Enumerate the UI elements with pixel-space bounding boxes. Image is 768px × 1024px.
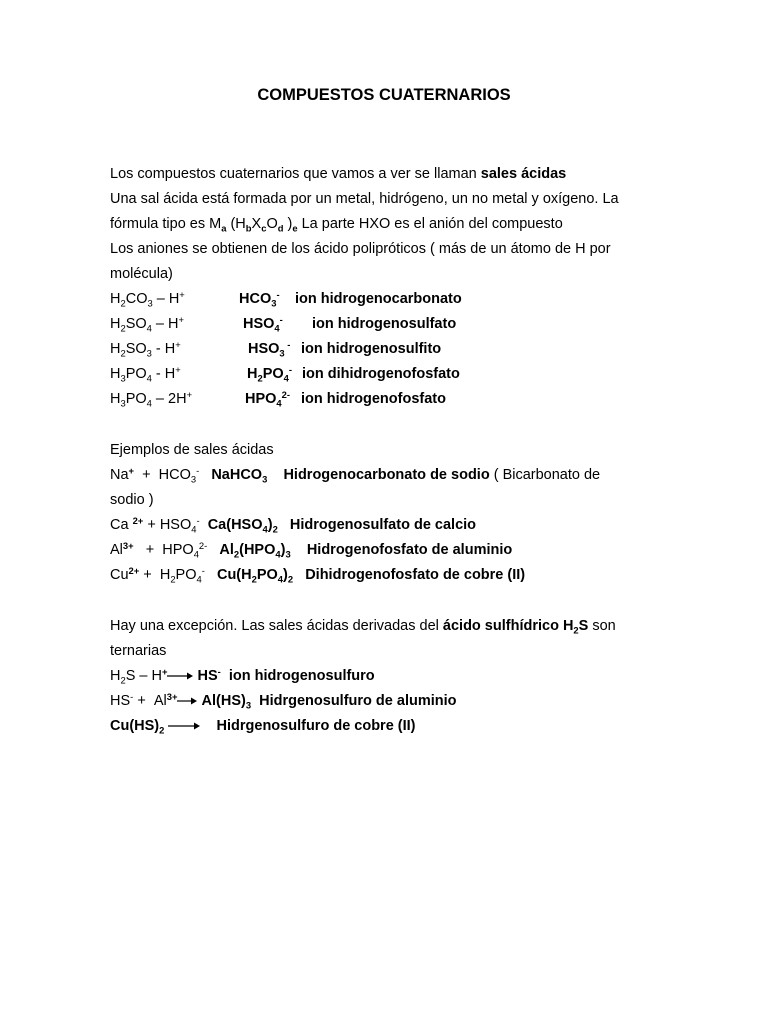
example-name: Hidrogenosulfato de calcio	[289, 517, 477, 533]
example-name: Hidrogenofosfato de aluminio	[306, 542, 513, 558]
intro-line-1	[110, 165, 566, 183]
arrow-icon	[168, 721, 200, 731]
intro-line-5: molécula)	[110, 266, 173, 282]
anion-row: $H_3PO_4 - 2H^+$ $HPO_4^{2-}$ ion hidrogenofosfato	[110, 388, 446, 409]
example-name: Hidrogenocarbonato de sodio	[283, 467, 490, 483]
example-row: $Na^+ + HCO_3^-$ NaHCO$_3$ Hidrogenocarbonato de sodio ( Bicarbonato de	[110, 464, 601, 485]
exception-name: Hidrgenosulfuro de cobre (II)	[216, 718, 416, 734]
exception-row: $HS^- + Al^{3+}$ $Al(HS)_3$ Hidrgenosulfuro de aluminio	[110, 690, 457, 711]
example-note: ( Bicarbonato de	[489, 467, 601, 483]
example-row: Ca $^{2+} + HSO_4^-$ $Ca(HSO_4)_2$ Hidrogenosulfato de calcio	[110, 514, 477, 535]
exception-line-1: Hay una excepción. Las sales ácidas derivadas del ácido sulfhídrico $H_2S$ son	[110, 618, 616, 636]
example-note-line: sodio )	[110, 492, 154, 508]
examples-heading: Ejemplos de sales ácidas	[110, 442, 274, 458]
anion-row: $H_2CO_3 - H^+$ $HCO_3^-$ ion hidrogenocarbonato	[110, 288, 462, 309]
anion-row: $H_2SO_3 - H^+$ $HSO_3$ - ion hidrogenosulfito	[110, 338, 442, 359]
exception-bold-term: ácido sulfhídrico H	[442, 618, 574, 634]
intro-formula-suffix: La parte HXO es el anión del compuesto	[297, 216, 563, 232]
intro-text: Los compuestos cuaternarios que vamos a ver se llaman	[110, 166, 481, 182]
intro-line-4: Los aniones se obtienen de los ácido polipróticos ( más de un átomo de H por	[110, 241, 611, 257]
example-row: $Al^{3+} + HPO_4^{2-}$ $Al_2(HPO_4)_3$ Hidrogenofosfato de aluminio	[110, 539, 513, 560]
arrow-icon	[167, 671, 193, 681]
arrow-icon	[177, 696, 197, 706]
example-row: $Cu^{2+} + H_2PO_4^-$ $Cu(H_2PO_4)_2$ Dihidrogenofosfato de cobre (II)	[110, 564, 526, 585]
intro-formula-prefix: fórmula tipo es M	[110, 216, 222, 232]
exception-row: $Cu(HS)_2$ Hidrgenosulfuro de cobre (II)	[110, 718, 416, 736]
exception-row: $H_2S - H^+$ HS- ion hidrogenosulfuro	[110, 665, 375, 686]
anion-name: ion hidrogenofosfato	[301, 391, 446, 407]
anion-row: $H_2SO_4 - H^+$ $HSO_4^-$ ion hidrogenosulfato	[110, 313, 457, 334]
intro-line-2: Una sal ácida está formada por un metal, hidrógeno, un no metal y oxígeno. La	[110, 191, 619, 207]
anion-row: $H_3PO_4 - H^+$ $H_2PO_4^-$ ion dihidrogenofosfato	[110, 363, 460, 384]
anion-name: ion hidrogenocarbonato	[295, 291, 462, 307]
anion-name: ion hidrogenosulfito	[301, 341, 442, 357]
exception-name: Hidrgenosulfuro de aluminio	[259, 693, 457, 709]
intro-line-3: fórmula tipo es $M_a$ ($H_bX_cO_d$ )$_e$ La parte HXO es el anión del compuesto	[110, 216, 563, 234]
intro-bold-term: sales ácidas	[480, 166, 567, 182]
exception-name: ion hidrogenosulfuro	[228, 668, 375, 684]
example-name: Dihidrogenofosfato de cobre (II)	[305, 567, 526, 583]
exception-text: Hay una excepción. Las sales ácidas derivadas del	[110, 618, 443, 634]
anion-name: ion hidrogenosulfato	[312, 316, 457, 332]
page-title: COMPUESTOS CUATERNARIOS	[257, 86, 511, 104]
anion-name: ion dihidrogenofosfato	[302, 366, 460, 382]
exception-text-end: son	[588, 618, 616, 634]
exception-line-2: ternarias	[110, 643, 167, 659]
